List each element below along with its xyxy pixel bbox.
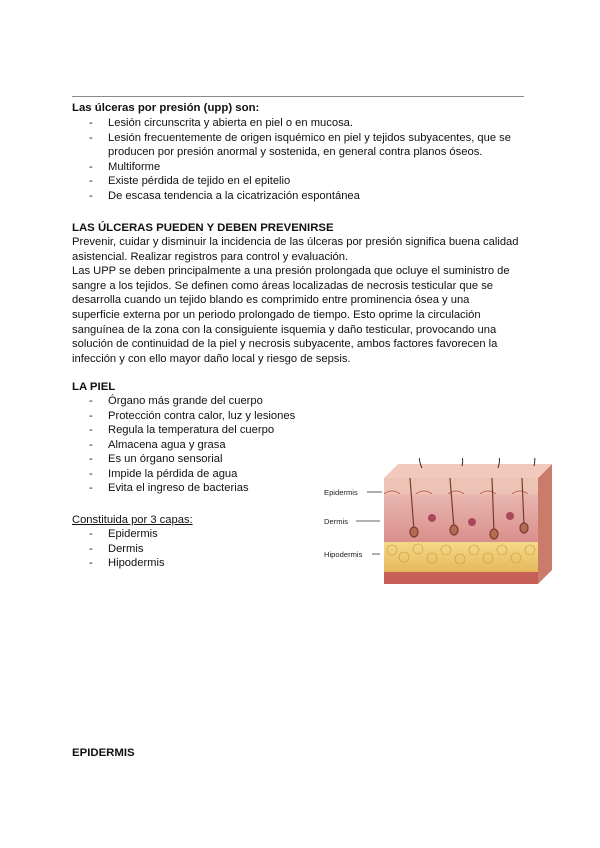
skin-layers-illustration <box>322 458 556 586</box>
layers-section <box>72 513 312 571</box>
skin-heading: LA PIEL <box>72 381 116 393</box>
intro-heading: Las úlceras por presión (upp) son: <box>72 102 260 114</box>
prevention-section <box>72 221 520 366</box>
layers-heading: Constituida por 3 capas: <box>72 514 193 526</box>
muscle-layer <box>384 572 538 584</box>
skin-list <box>72 394 332 496</box>
list-item: - Evita el ingreso de bacterias <box>72 481 332 496</box>
list-item: - Epidermis <box>72 527 312 542</box>
list-item: - Lesión circunscrita y abierta en piel o en mucosa. <box>72 116 532 131</box>
layers-list <box>72 527 312 571</box>
list-item: - Regula la temperatura del cuerpo <box>72 423 332 438</box>
list-item: - Existe pérdida de tejido en el epitelio <box>72 174 532 189</box>
hipodermis-layer <box>384 542 538 572</box>
intro-list <box>72 116 532 203</box>
list-item: - Es un órgano sensorial <box>72 452 332 467</box>
dermis-layer <box>384 494 538 542</box>
list-item: - De escasa tendencia a la cicatrización espontánea <box>72 189 532 204</box>
epidermis-section <box>72 746 532 760</box>
list-item: - Dermis <box>72 542 312 557</box>
block-top <box>384 464 552 478</box>
skin-section <box>72 380 332 496</box>
intro-section <box>72 101 532 203</box>
list-item: - Órgano más grande del cuerpo <box>72 394 332 409</box>
label-hipodermis: Hipodermis <box>324 550 363 559</box>
prevention-paragraph-1: Prevenir, cuidar y disminuir la incidencia de las úlceras por presión significa buena calidad asistencial. Realizar registros para control y evaluación. <box>72 236 519 263</box>
epidermis-layer <box>384 478 538 494</box>
list-item: - Multiforme <box>72 160 532 175</box>
list-item: - Protección contra calor, luz y lesiones <box>72 409 332 424</box>
prevention-paragraph-2: Las UPP se deben principalmente a una presión prolongada que ocluye el suministro de sangre a los tejidos. Se definen como áreas localizadas de necrosis testicular que se desarrolla cuando un tejido blando es comprimido entre prominencia ósea y una superficie externa por un periodo prolongado de tiempo. Esto oprime la circulación sanguínea de la zona con la consiguiente isquemia y daño testicular, provocando una solución de continuidad de la piel y necrosis subyacente, ambos factores favorecen la infección y con ello mayor daño local y riesgo de sepsis. <box>72 265 510 365</box>
list-item: - Hipodermis <box>72 556 312 571</box>
label-epidermis: Epidermis <box>324 488 358 497</box>
list-item: - Impide la pérdida de agua <box>72 467 332 482</box>
list-item: - Lesión frecuentemente de origen isquémico en piel y tejidos subyacentes, que se producen por presión anormal y sostenida, en general contra planos óseos. <box>72 131 532 160</box>
skin-diagram <box>322 458 556 586</box>
label-dermis: Dermis <box>324 517 349 526</box>
prevention-heading: LAS ÚLCERAS PUEDEN Y DEBEN PREVENIRSE <box>72 222 334 234</box>
top-rule <box>72 96 524 97</box>
list-item: - Almacena agua y grasa <box>72 438 332 453</box>
epidermis-heading: EPIDERMIS <box>72 747 135 759</box>
block-side <box>538 464 552 584</box>
